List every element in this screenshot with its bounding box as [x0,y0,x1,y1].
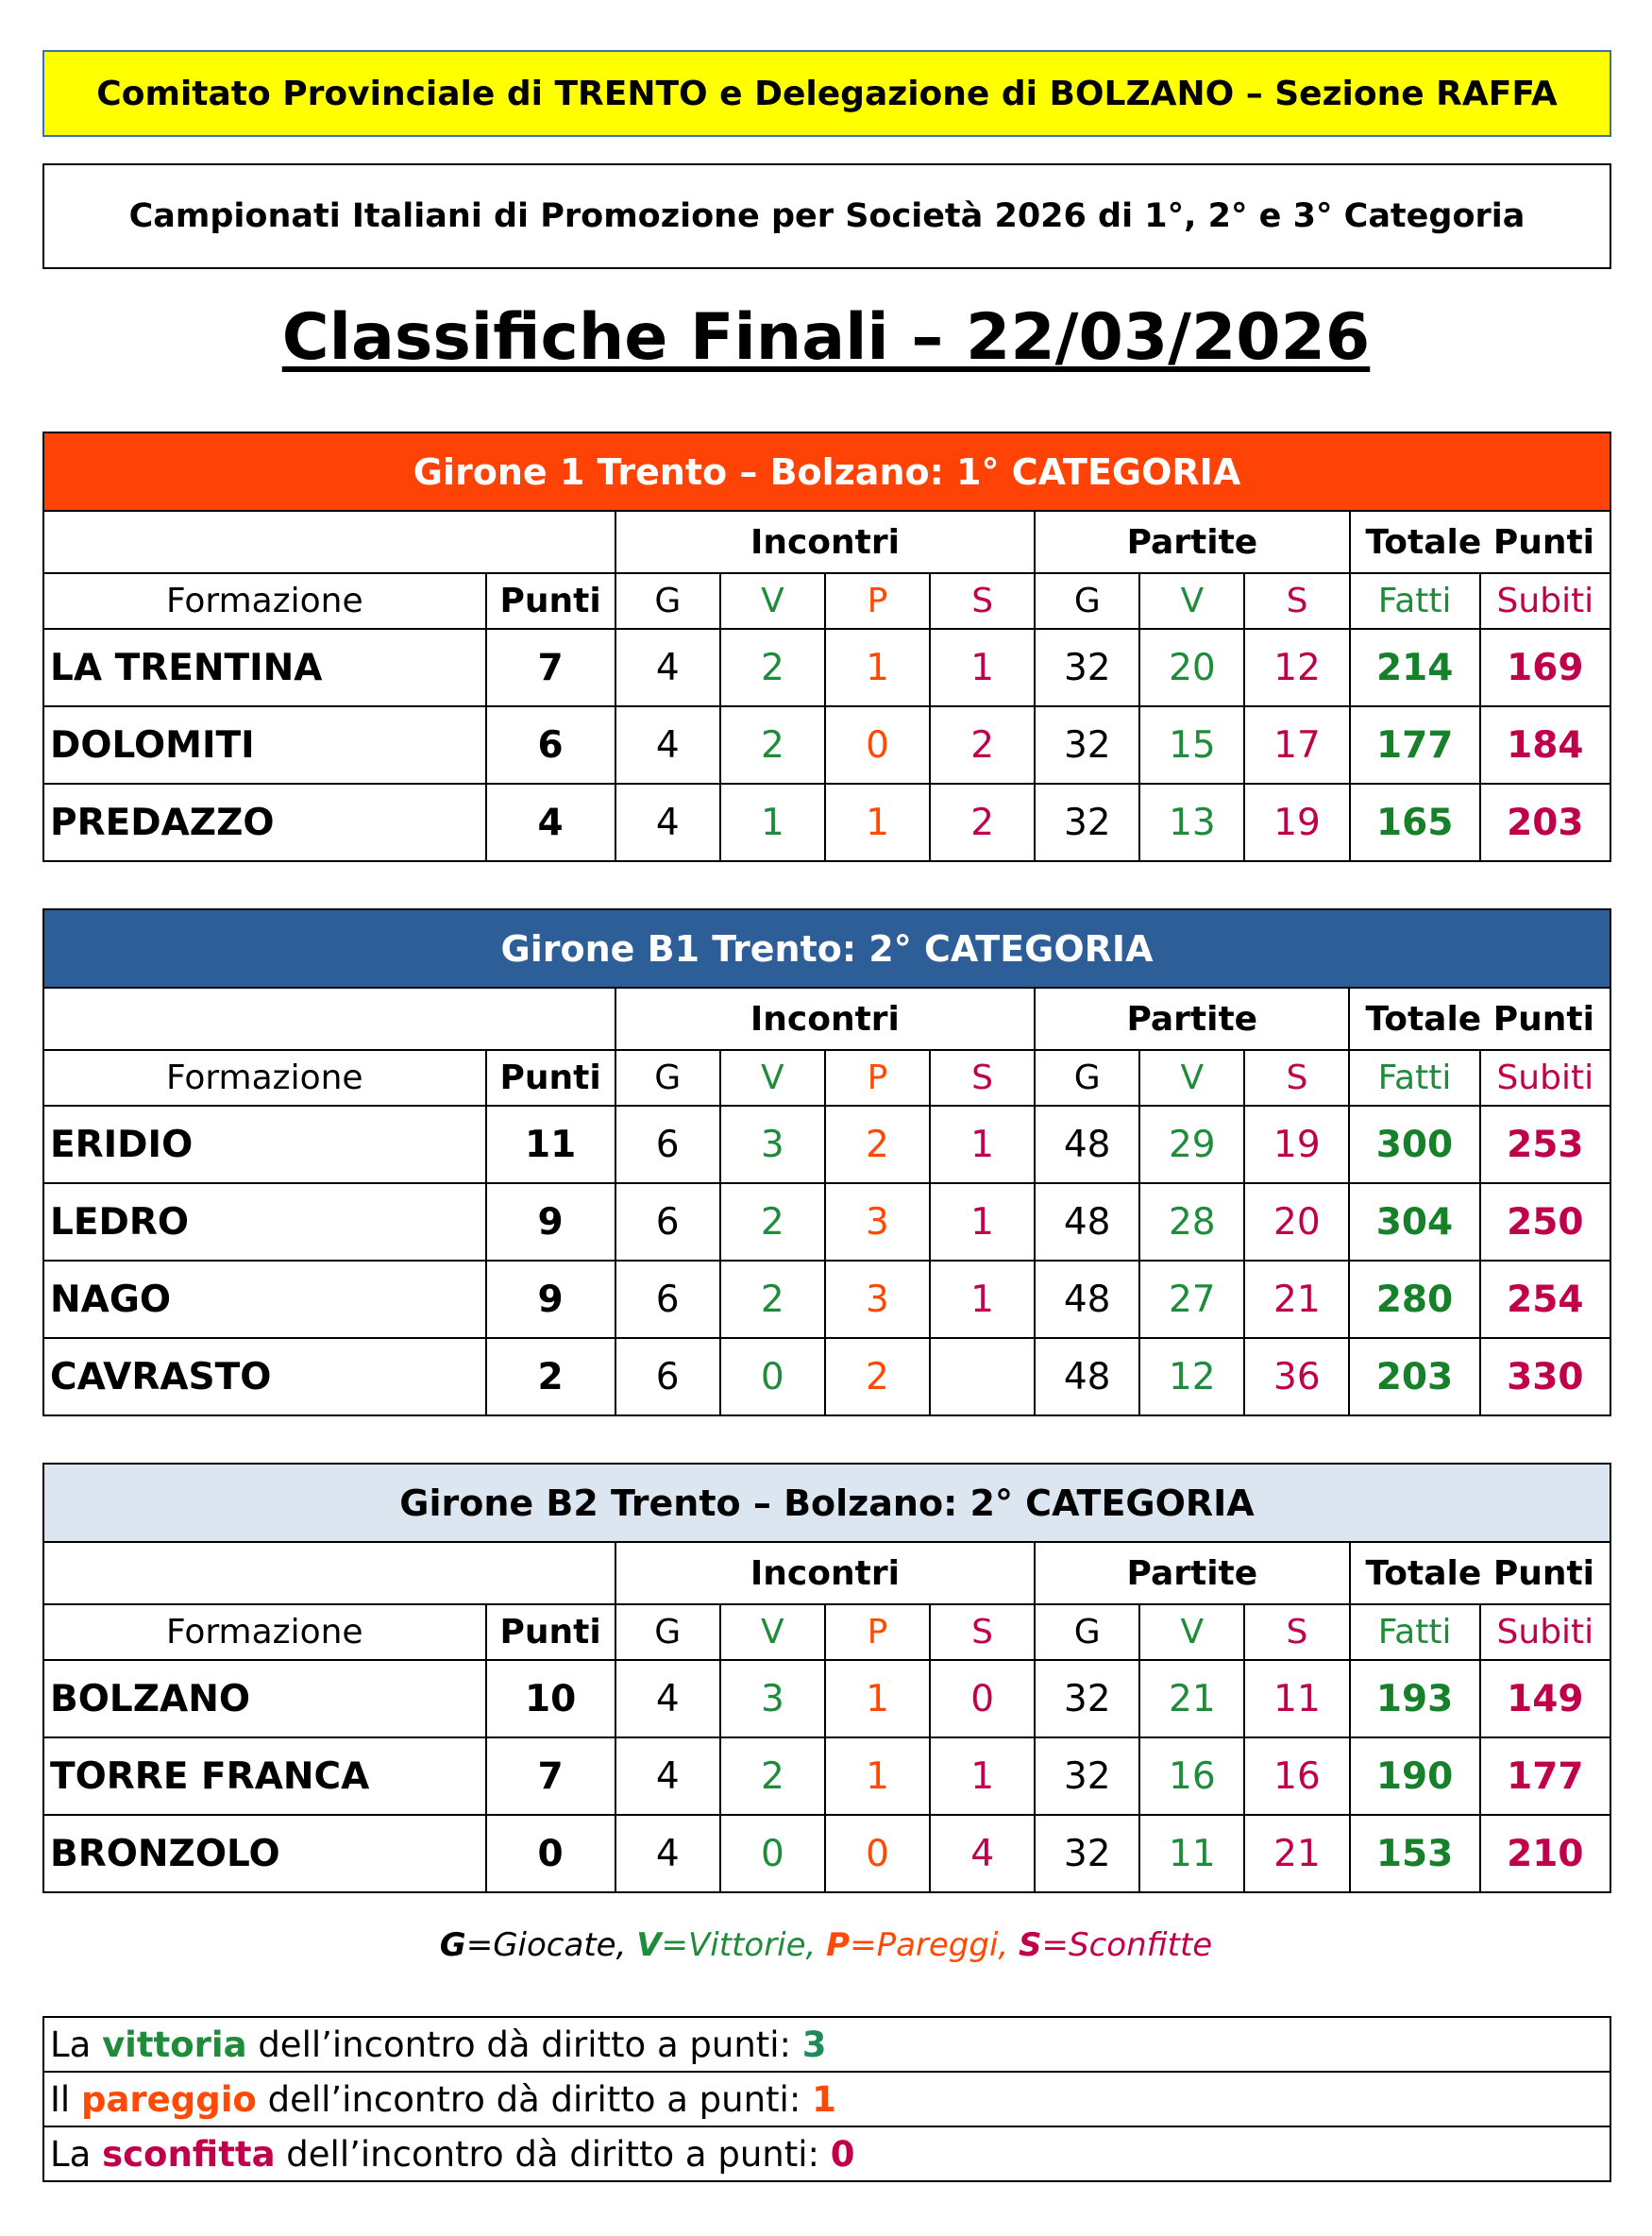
col-header-partite-g: G [1035,573,1139,629]
group-header-empty [43,988,615,1050]
incontri-sconfitte: 2 [930,706,1035,784]
column-header-row [43,1604,1610,1660]
punti-fatti: 177 [1350,706,1480,784]
team-name: PREDAZZO [43,784,486,861]
punti-subiti: 169 [1480,629,1610,706]
team-points: 11 [486,1106,615,1183]
column-group-row [43,988,1610,1050]
partite-giocate: 48 [1035,1106,1139,1183]
incontri-pareggi: 0 [825,1815,930,1892]
team-name: LA TRENTINA [43,629,486,706]
legend-g-key: G [439,1926,466,1964]
punti-fatti: 304 [1349,1183,1479,1261]
incontri-vittorie: 0 [720,1338,825,1415]
column-header-row [43,573,1610,629]
standings-table [42,1463,1611,1893]
group-header-partite: Partite [1035,511,1349,573]
partite-vittorie: 21 [1139,1660,1244,1737]
col-header-formazione: Formazione [43,573,486,629]
col-header-subiti: Subiti [1480,1604,1610,1660]
legend-p-text: =Pareggi, [850,1926,1020,1964]
rule-prefix: La [50,2024,103,2065]
incontri-vittorie: 2 [720,1737,825,1815]
table-row [43,629,1610,706]
col-header-partite-g: G [1035,1050,1139,1106]
col-header-partite-v: V [1139,573,1244,629]
punti-fatti: 165 [1350,784,1480,861]
team-name: BRONZOLO [43,1815,486,1892]
rule-keyword: vittoria [102,2024,247,2065]
col-header-partite-s: S [1244,1050,1349,1106]
partite-sconfitte: 16 [1244,1737,1349,1815]
col-header-incontri-s: S [930,1050,1035,1106]
incontri-sconfitte: 1 [930,1183,1035,1261]
table-title-row [43,1464,1610,1542]
incontri-giocate: 4 [615,784,720,861]
rule-row [43,2017,1610,2072]
partite-sconfitte: 19 [1244,784,1349,861]
incontri-vittorie: 0 [720,1815,825,1892]
team-name: LEDRO [43,1183,486,1261]
legend [0,1926,1652,1964]
table-row [43,784,1610,861]
partite-giocate: 32 [1035,1815,1139,1892]
punti-fatti: 203 [1349,1338,1479,1415]
col-header-subiti: Subiti [1480,573,1610,629]
col-header-partite-v: V [1139,1604,1244,1660]
punti-fatti: 153 [1350,1815,1480,1892]
table-row [43,706,1610,784]
rule-prefix: Il [50,2078,81,2120]
partite-giocate: 48 [1035,1261,1139,1338]
group-header-partite: Partite [1035,1542,1349,1604]
punti-fatti: 190 [1350,1737,1480,1815]
rule-keyword: sconfitta [102,2133,276,2175]
col-header-partite-v: V [1139,1050,1244,1106]
table-row [43,1815,1610,1892]
rule-row [43,2126,1610,2181]
col-header-punti: Punti [486,1050,615,1106]
team-name: NAGO [43,1261,486,1338]
incontri-giocate: 4 [615,706,720,784]
page-title: Classifiche Finali – 22/03/2026 [281,300,1371,375]
incontri-pareggi: 2 [825,1106,930,1183]
incontri-pareggi: 1 [825,629,930,706]
standings-table [42,432,1611,862]
punti-subiti: 149 [1480,1660,1610,1737]
team-name: TORRE FRANCA [43,1737,486,1815]
group-header-empty [43,1542,615,1604]
team-points: 2 [486,1338,615,1415]
group-header-totale: Totale Punti [1350,511,1610,573]
team-points: 0 [486,1815,615,1892]
table-row [43,1261,1610,1338]
team-points: 9 [486,1261,615,1338]
col-header-punti: Punti [486,573,615,629]
col-header-incontri-g: G [615,573,720,629]
rule-cell [43,2017,1610,2072]
team-name: ERIDIO [43,1106,486,1183]
punti-subiti: 177 [1480,1737,1610,1815]
partite-sconfitte: 36 [1244,1338,1349,1415]
incontri-sconfitte: 1 [930,1737,1035,1815]
incontri-giocate: 4 [615,1815,720,1892]
partite-giocate: 48 [1035,1338,1139,1415]
incontri-sconfitte: 1 [930,629,1035,706]
group-header-totale: Totale Punti [1349,988,1610,1050]
group-header-empty [43,511,615,573]
table-row [43,1737,1610,1815]
rule-row [43,2072,1610,2126]
partite-vittorie: 11 [1139,1815,1244,1892]
col-header-incontri-g: G [615,1050,720,1106]
group-header-totale: Totale Punti [1350,1542,1610,1604]
col-header-incontri-p: P [825,1050,930,1106]
partite-sconfitte: 21 [1244,1261,1349,1338]
incontri-giocate: 6 [615,1183,720,1261]
col-header-partite-g: G [1035,1604,1139,1660]
punti-fatti: 280 [1349,1261,1479,1338]
partite-vittorie: 28 [1139,1183,1244,1261]
col-header-incontri-p: P [825,1604,930,1660]
partite-giocate: 48 [1035,1183,1139,1261]
team-points: 9 [486,1183,615,1261]
group-header-incontri: Incontri [615,511,1036,573]
team-name: CAVRASTO [43,1338,486,1415]
partite-giocate: 32 [1035,1660,1139,1737]
incontri-pareggi: 1 [825,1737,930,1815]
rule-value: 1 [812,2078,836,2120]
punti-fatti: 193 [1350,1660,1480,1737]
punti-fatti: 300 [1349,1106,1479,1183]
partite-vittorie: 12 [1139,1338,1244,1415]
partite-vittorie: 20 [1139,629,1244,706]
col-header-incontri-p: P [825,573,930,629]
col-header-fatti: Fatti [1350,1604,1480,1660]
col-header-incontri-v: V [720,1604,825,1660]
col-header-incontri-v: V [720,573,825,629]
rule-suffix: dell’incontro dà diritto a punti: [246,2024,802,2065]
legend-p-key: P [826,1926,851,1964]
partite-vittorie: 29 [1139,1106,1244,1183]
incontri-vittorie: 2 [720,629,825,706]
rule-keyword: pareggio [80,2078,257,2120]
incontri-sconfitte: 4 [930,1815,1035,1892]
team-points: 7 [486,629,615,706]
partite-vittorie: 15 [1139,706,1244,784]
punti-subiti: 184 [1480,706,1610,784]
punti-subiti: 330 [1480,1338,1610,1415]
incontri-pareggi: 1 [825,1660,930,1737]
incontri-giocate: 4 [615,1737,720,1815]
incontri-sconfitte: 0 [930,1660,1035,1737]
rule-cell [43,2072,1610,2126]
col-header-incontri-g: G [615,1604,720,1660]
punti-fatti: 214 [1350,629,1480,706]
partite-giocate: 32 [1035,1737,1139,1815]
group-header-incontri: Incontri [615,988,1035,1050]
incontri-pareggi: 3 [825,1261,930,1338]
table-title-row [43,909,1610,988]
group-header-partite: Partite [1035,988,1349,1050]
rule-cell [43,2126,1610,2181]
legend-s-text: =Sconfitte [1041,1926,1213,1964]
team-name: DOLOMITI [43,706,486,784]
legend-g-text: =Giocate, [465,1926,637,1964]
col-header-formazione: Formazione [43,1604,486,1660]
incontri-pareggi: 2 [825,1338,930,1415]
standings-table [42,908,1611,1416]
column-group-row [43,1542,1610,1604]
legend-s-key: S [1019,1926,1042,1964]
team-points: 6 [486,706,615,784]
punti-subiti: 210 [1480,1815,1610,1892]
team-points: 7 [486,1737,615,1815]
incontri-giocate: 6 [615,1106,720,1183]
legend-v-key: V [636,1926,662,1964]
punti-subiti: 203 [1480,784,1610,861]
table-title-row [43,432,1610,511]
rule-prefix: La [50,2133,103,2175]
punti-subiti: 250 [1480,1183,1610,1261]
col-header-fatti: Fatti [1349,1050,1479,1106]
incontri-sconfitte: 1 [930,1106,1035,1183]
incontri-vittorie: 2 [720,706,825,784]
col-header-fatti: Fatti [1350,573,1480,629]
column-header-row [43,1050,1610,1106]
incontri-giocate: 6 [615,1338,720,1415]
incontri-sconfitte: 1 [930,1261,1035,1338]
table-title: Girone 1 Trento – Bolzano: 1° CATEGORIA [43,432,1610,511]
partite-sconfitte: 11 [1244,1660,1349,1737]
table-row [43,1338,1610,1415]
punti-subiti: 253 [1480,1106,1610,1183]
col-header-subiti: Subiti [1480,1050,1610,1106]
incontri-giocate: 4 [615,629,720,706]
col-header-incontri-s: S [930,1604,1035,1660]
col-header-punti: Punti [486,1604,615,1660]
team-points: 4 [486,784,615,861]
incontri-sconfitte: 2 [930,784,1035,861]
incontri-giocate: 6 [615,1261,720,1338]
championship-banner [42,163,1611,269]
table-row [43,1106,1610,1183]
incontri-pareggi: 1 [825,784,930,861]
partite-sconfitte: 12 [1244,629,1349,706]
table-row [43,1660,1610,1737]
partite-vittorie: 16 [1139,1737,1244,1815]
incontri-vittorie: 2 [720,1183,825,1261]
organizer-text: Comitato Provinciale di TRENTO e Delegazione di BOLZANO – Sezione RAFFA [96,74,1558,113]
incontri-vittorie: 2 [720,1261,825,1338]
rule-value: 3 [801,2024,827,2065]
championship-text: Campionati Italiani di Promozione per Società 2026 di 1°, 2° e 3° Categoria [128,197,1526,235]
col-header-formazione: Formazione [43,1050,486,1106]
partite-sconfitte: 20 [1244,1183,1349,1261]
organizer-banner [42,50,1611,137]
partite-sconfitte: 17 [1244,706,1349,784]
points-rules-table [42,2016,1611,2182]
col-header-partite-s: S [1244,1604,1349,1660]
table-title: Girone B2 Trento – Bolzano: 2° CATEGORIA [43,1464,1610,1542]
partite-giocate: 32 [1035,706,1139,784]
team-name: BOLZANO [43,1660,486,1737]
partite-giocate: 32 [1035,629,1139,706]
incontri-pareggi: 0 [825,706,930,784]
partite-vittorie: 13 [1139,784,1244,861]
col-header-incontri-s: S [930,573,1035,629]
partite-giocate: 32 [1035,784,1139,861]
incontri-sconfitte [930,1338,1035,1415]
team-points: 10 [486,1660,615,1737]
incontri-vittorie: 3 [720,1660,825,1737]
rule-suffix: dell’incontro dà diritto a punti: [275,2133,831,2175]
incontri-vittorie: 1 [720,784,825,861]
column-group-row [43,511,1610,573]
incontri-giocate: 4 [615,1660,720,1737]
group-header-incontri: Incontri [615,1542,1036,1604]
punti-subiti: 254 [1480,1261,1610,1338]
partite-sconfitte: 21 [1244,1815,1349,1892]
table-title: Girone B1 Trento: 2° CATEGORIA [43,909,1610,988]
partite-sconfitte: 19 [1244,1106,1349,1183]
rule-suffix: dell’incontro dà diritto a punti: [256,2078,813,2120]
col-header-incontri-v: V [720,1050,825,1106]
rule-value: 0 [830,2133,855,2175]
incontri-pareggi: 3 [825,1183,930,1261]
legend-v-text: =Vittorie, [661,1926,827,1964]
col-header-partite-s: S [1244,573,1349,629]
partite-vittorie: 27 [1139,1261,1244,1338]
incontri-vittorie: 3 [720,1106,825,1183]
table-row [43,1183,1610,1261]
